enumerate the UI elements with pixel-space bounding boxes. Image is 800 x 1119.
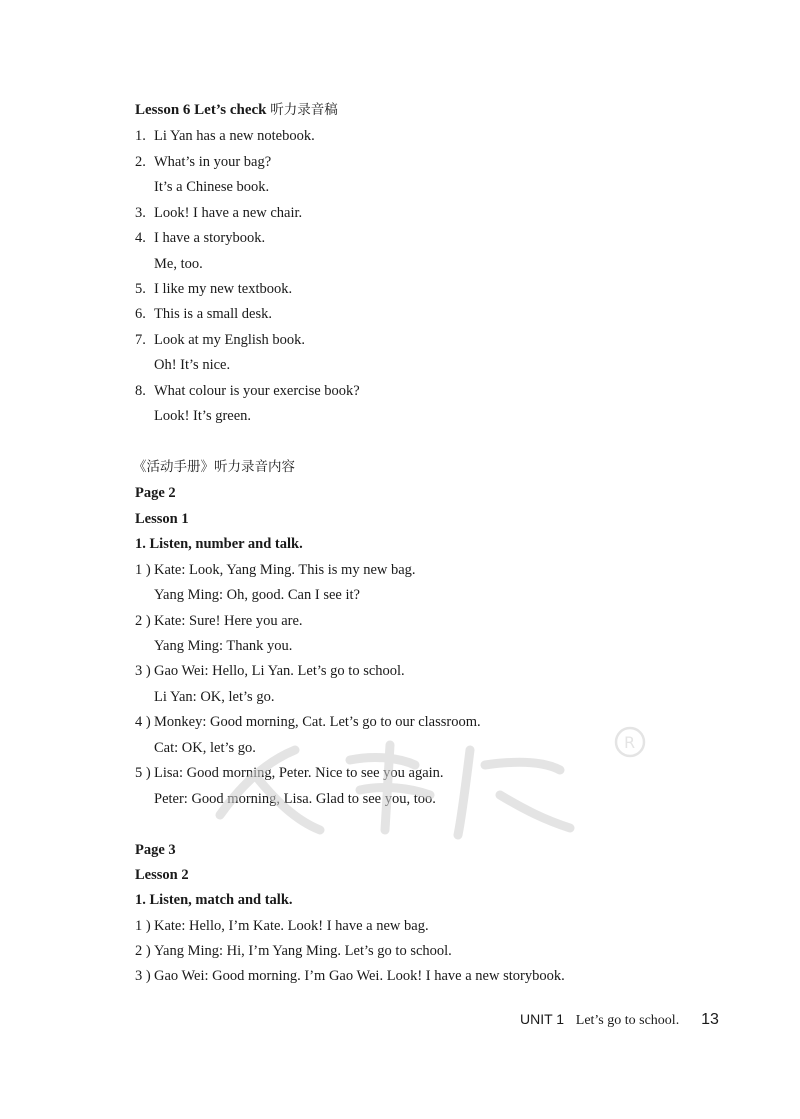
list-item: 1. Li Yan has a new notebook. xyxy=(135,128,315,144)
dialogue-line: 4 ) Monkey: Good morning, Cat. Let’s go to our classroom. xyxy=(135,714,481,730)
dialogue-line: 1 ) Kate: Hello, I’m Kate. Look! I have a new bag. xyxy=(135,918,429,934)
lesson-label: Lesson 2 xyxy=(135,867,189,883)
dialogue-line: 2 ) Yang Ming: Hi, I’m Yang Ming. Let’s go to school. xyxy=(135,943,452,959)
page-number: 13 xyxy=(701,1011,719,1028)
dialogue-line: Peter: Good morning, Lisa. Glad to see you, too. xyxy=(154,791,436,807)
lesson6-heading-en: Lesson 6 Let’s check xyxy=(135,102,267,118)
page-label: Page 3 xyxy=(135,842,176,858)
list-item: 4. I have a storybook. xyxy=(135,230,266,246)
list-item: 7. Look at my English book. xyxy=(135,332,306,348)
lesson6-heading-cn: 听力录音稿 xyxy=(270,102,338,118)
task-heading: 1. Listen, match and talk. xyxy=(135,892,293,908)
svg-text:R: R xyxy=(624,733,636,752)
publisher-watermark-icon xyxy=(200,720,660,850)
task-heading: 1. Listen, number and talk. xyxy=(135,536,303,552)
footer-unit-title: Let’s go to school. xyxy=(575,1013,680,1028)
list-item: 8. What colour is your exercise book? xyxy=(135,383,360,399)
lesson6-heading xyxy=(135,101,338,119)
dialogue-line: Yang Ming: Oh, good. Can I see it? xyxy=(154,587,360,603)
list-item-response: Look! It’s green. xyxy=(154,408,252,424)
dialogue-line: Cat: OK, let’s go. xyxy=(154,740,256,756)
dialogue-line: Li Yan: OK, let’s go. xyxy=(154,689,275,705)
dialogue-line: 3 ) Gao Wei: Good morning. I’m Gao Wei. Look! I have a new storybook. xyxy=(135,968,565,984)
list-item: 5. I like my new textbook. xyxy=(135,281,293,297)
dialogue-line: 1 ) Kate: Look, Yang Ming. This is my new bag. xyxy=(135,562,416,578)
list-item-response: Me, too. xyxy=(154,256,203,272)
list-item: 2. What’s in your bag? xyxy=(135,154,272,170)
dialogue-line: 2 ) Kate: Sure! Here you are. xyxy=(135,613,303,629)
page-label: Page 2 xyxy=(135,485,176,501)
footer-unit: UNIT 1 xyxy=(520,1011,565,1027)
page-footer xyxy=(520,1011,719,1029)
list-item-response: It’s a Chinese book. xyxy=(154,179,270,195)
list-item: 6. This is a small desk. xyxy=(135,306,273,322)
lesson-label: Lesson 1 xyxy=(135,511,189,527)
list-item: 3. Look! I have a new chair. xyxy=(135,205,303,221)
dialogue-line: Yang Ming: Thank you. xyxy=(154,638,293,654)
dialogue-line: 5 ) Lisa: Good morning, Peter. Nice to see you again. xyxy=(135,765,444,781)
activity-book-title: 《活动手册》听力录音内容 xyxy=(133,459,295,475)
dialogue-line: 3 ) Gao Wei: Hello, Li Yan. Let’s go to school. xyxy=(135,663,405,679)
list-item-response: Oh! It’s nice. xyxy=(154,357,231,373)
